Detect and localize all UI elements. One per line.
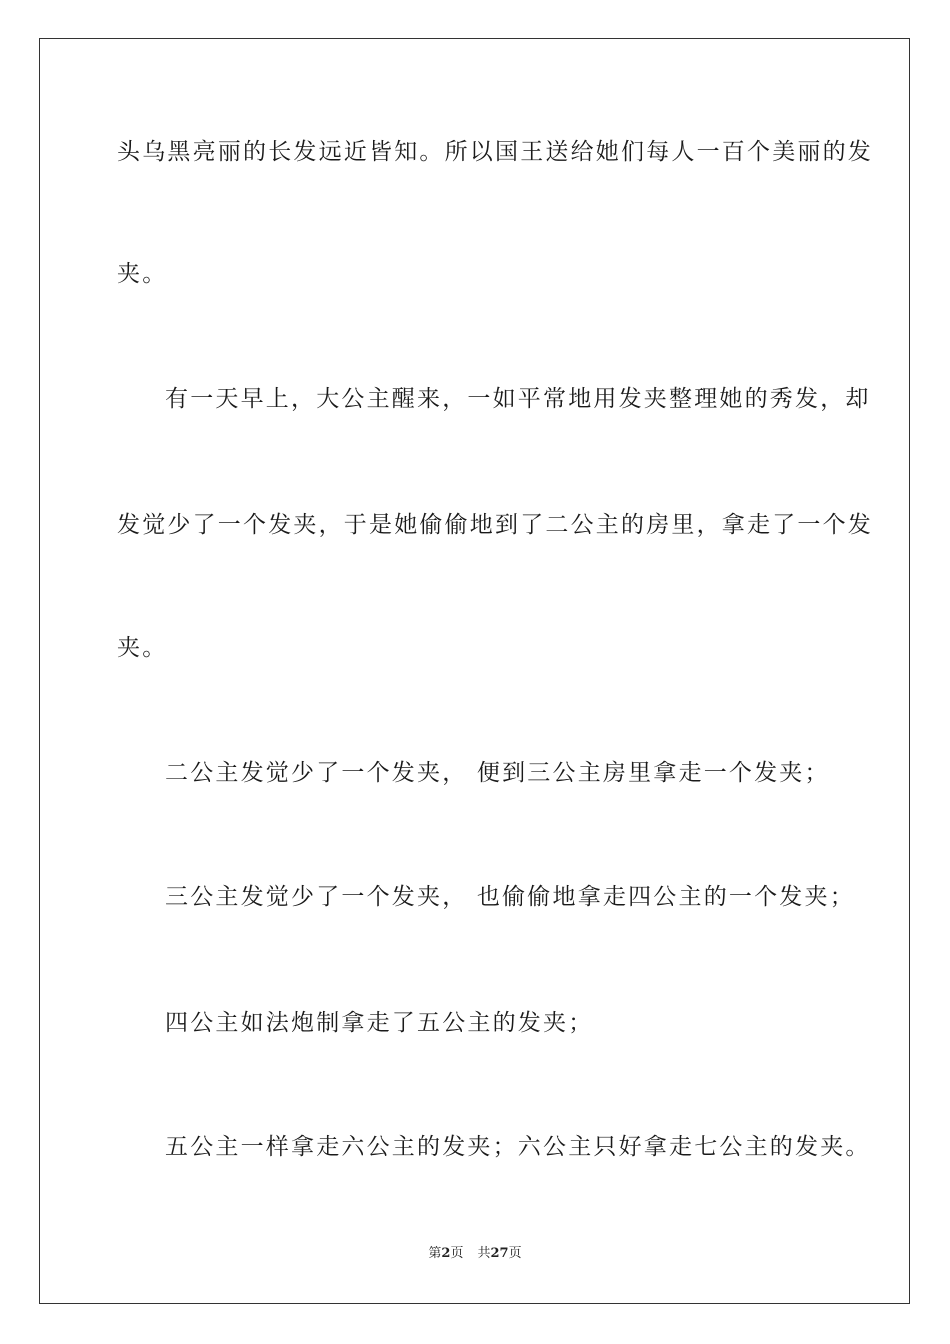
total-pages: 27 [490, 1246, 509, 1261]
paragraph-line-9: 五公主一样拿走六公主的发夹；六公主只好拿走七公主的发夹。 [165, 1134, 871, 1160]
body-line-5: 夹。 [117, 635, 168, 661]
total-prefix: 共 [477, 1246, 491, 1261]
body-line-4: 发觉少了一个发夹，于是她偷偷地到了二公主的房里，拿走了一个发 [117, 512, 873, 538]
page-border [39, 38, 910, 1304]
body-line-2: 夹。 [117, 261, 168, 287]
page-suffix: 页 [450, 1246, 464, 1261]
body-line-1: 头乌黑亮丽的长发远近皆知。所以国王送给她们每人一百个美丽的发 [117, 139, 873, 165]
paragraph-line-3: 有一天早上，大公主醒来，一如平常地用发夹整理她的秀发，却 [165, 386, 871, 412]
page-number: 2 [441, 1246, 451, 1261]
paragraph-line-8: 四公主如法炮制拿走了五公主的发夹； [165, 1010, 594, 1036]
total-suffix: 页 [508, 1246, 522, 1261]
page-prefix: 第 [428, 1246, 442, 1261]
paragraph-line-7: 三公主发觉少了一个发夹， 也偷偷地拿走四公主的一个发夹； [165, 884, 855, 910]
paragraph-line-6: 二公主发觉少了一个发夹， 便到三公主房里拿走一个发夹； [165, 760, 830, 786]
page-footer [0, 1245, 950, 1263]
